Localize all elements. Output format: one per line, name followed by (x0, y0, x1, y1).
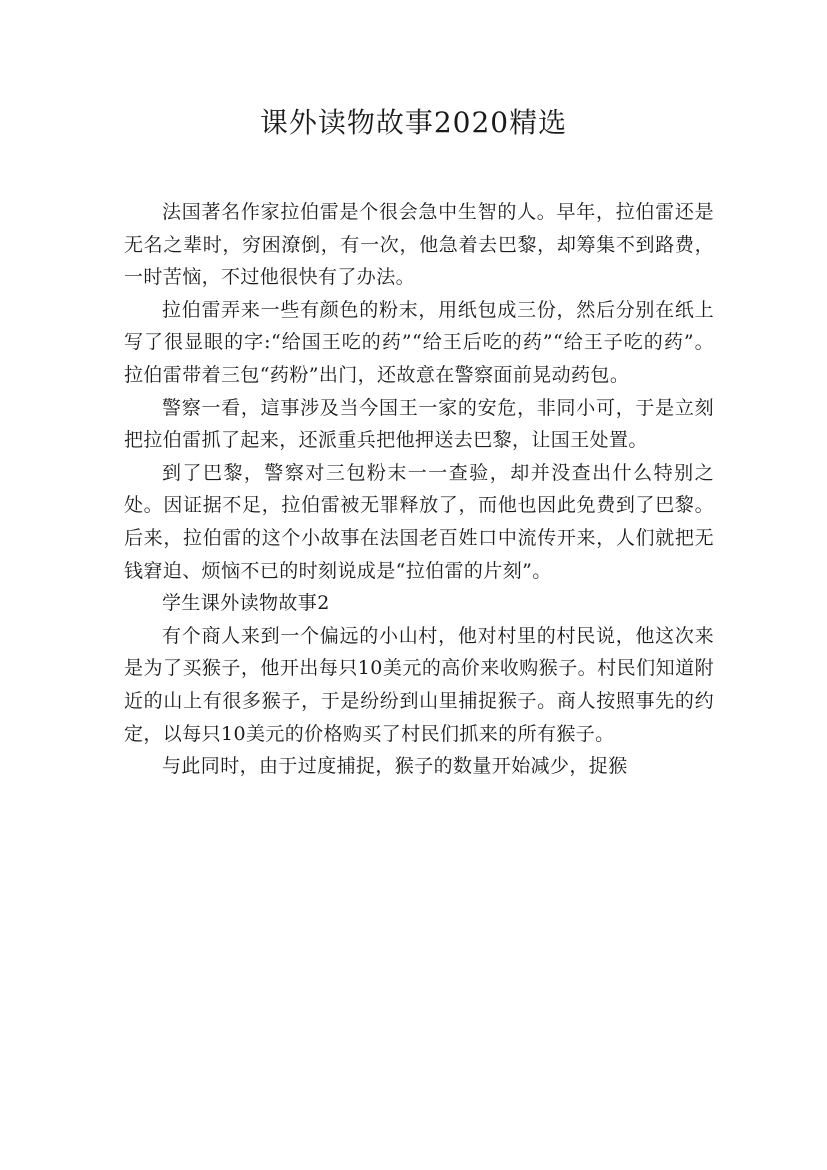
section-heading: 学生课外读物故事2 (162, 592, 330, 615)
paragraph-3: 警察一看，這事涉及当今国王一家的安危，非同小可，于是立刻把拉伯雷抓了起来，还派重兵把他押送去巴黎，让国王处置。 (124, 396, 714, 452)
document-title: 课外读物故事2020精选 (259, 106, 568, 139)
paragraph-5: 有个商人来到一个偏远的小山村，他对村里的村民说，他这次来是为了买猴子，他开出每只10美元的高价来收购猴子。村民们知道附近的山上有很多猴子，于是纷纷到山里捕捉猴子。商人按照事先的约定，以每只10美元的价格购买了村民们抓来的所有猴子。 (124, 624, 714, 745)
paragraph-6: 与此同时，由于过度捕捉，猴子的数量开始减少，捉猴 (162, 755, 628, 778)
paragraph-4: 到了巴黎，警察对三包粉末一一查验，却并没查出什么特别之处。因证据不足，拉伯雷被无罪释放了，而他也因此免费到了巴黎。后来，拉伯雷的这个小故事在法国老百姓口中流传开来，人们就把无钱窘迫、烦恼不已的时刻说成是“拉伯雷的片刻”。 (124, 461, 714, 582)
paragraph-2: 拉伯雷弄来一些有颜色的粉末，用纸包成三份，然后分别在纸上写了很显眼的字:“给国王吃的药”“给王后吃的药”“给王子吃的药”。拉伯雷带着三包“药粉”出门，还故意在警察面前晃动药包。 (124, 298, 714, 386)
paragraph-1: 法国著名作家拉伯雷是个很会急中生智的人。早年，拉伯雷还是无名之辈时，穷困潦倒，有一次，他急着去巴黎，却筹集不到路费，一时苦恼，不过他很快有了办法。 (124, 201, 714, 289)
document-body (124, 196, 714, 783)
